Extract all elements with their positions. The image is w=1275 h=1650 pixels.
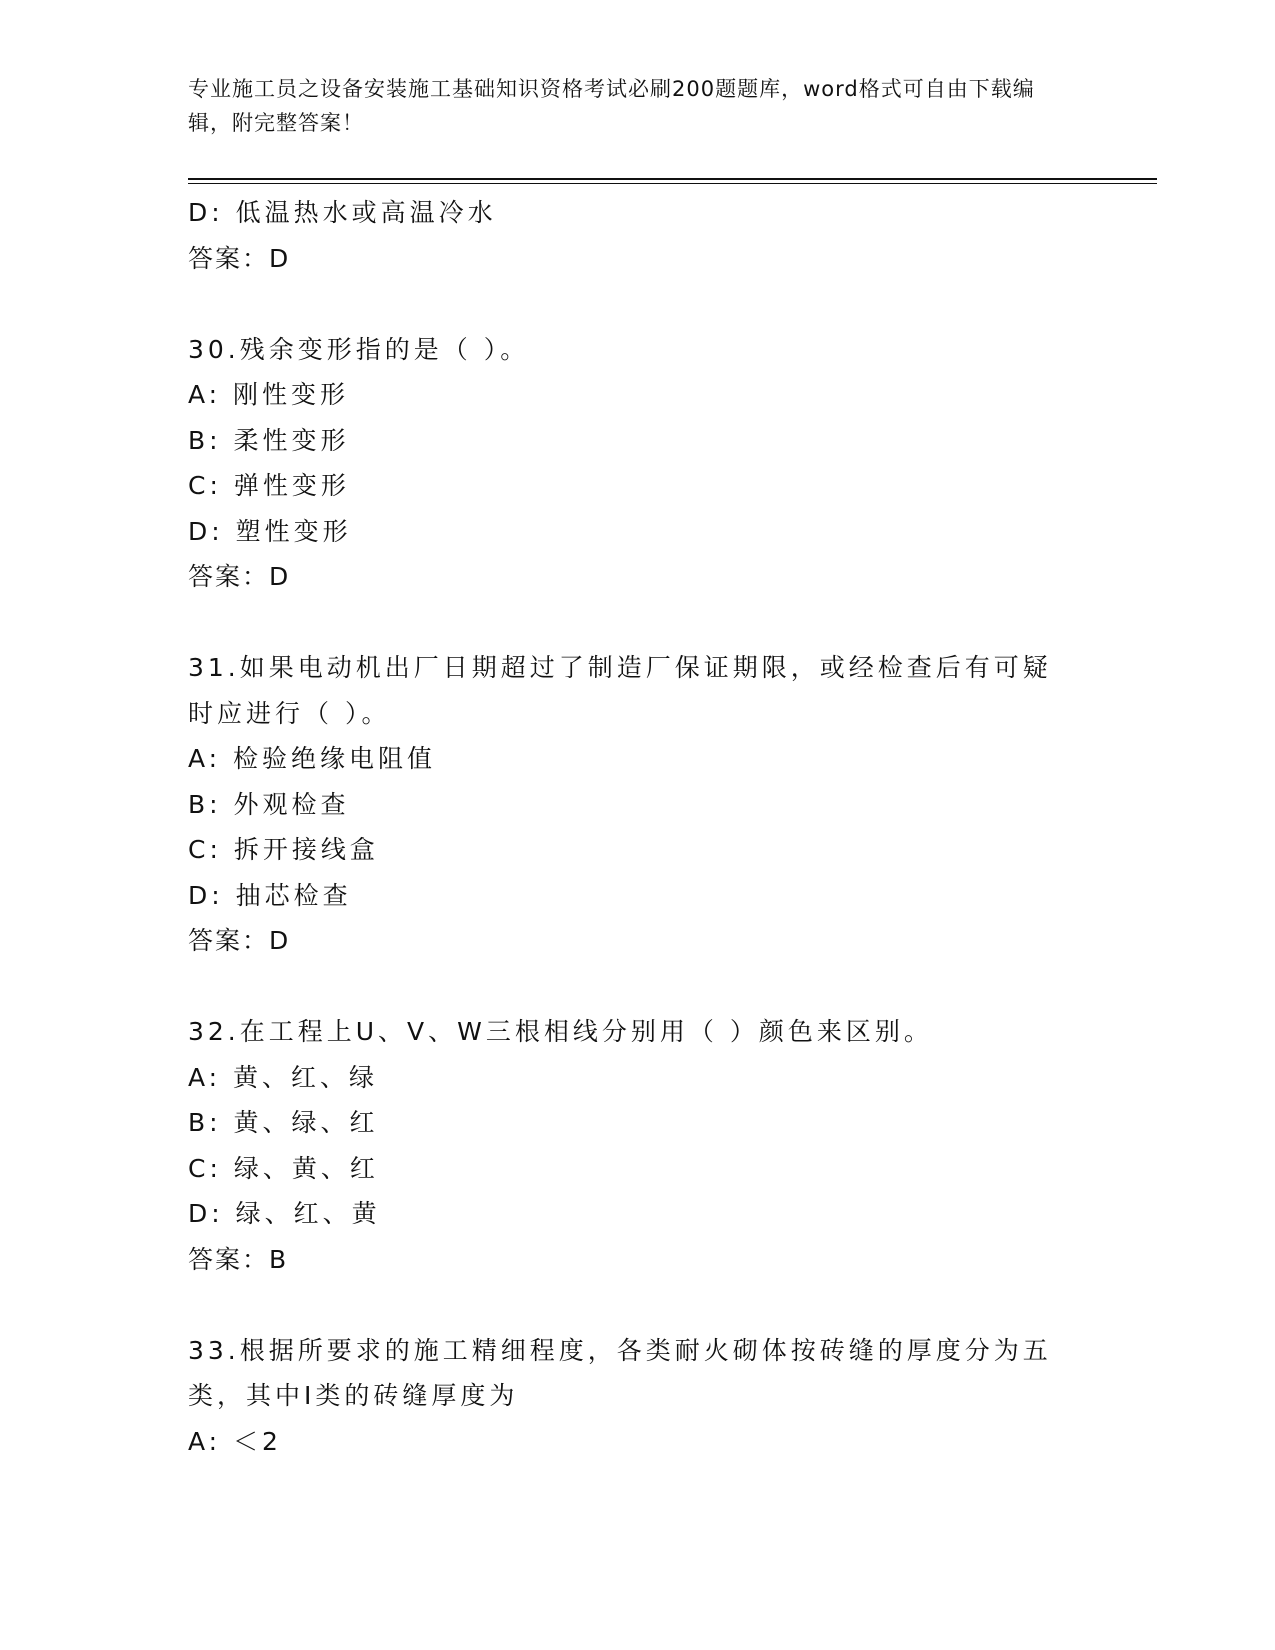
question-list [188, 190, 1088, 1464]
document-header: 专业施工员之设备安装施工基础知识资格考试必刷200题题库，word格式可自由下载编辑，附完整答案！ [188, 77, 1035, 135]
question-stem: 31.如果电动机出厂日期超过了制造厂保证期限，或经检查后有可疑时应进行（ ）。 [188, 653, 1052, 728]
header-divider-thin [188, 183, 1157, 184]
option-a: A: 黄、红、绿 [188, 1062, 379, 1092]
answer: 答案：D [188, 562, 291, 591]
option-d: D: 塑性变形 [188, 516, 352, 546]
option-d: D: 低温热水或高温冷水 [188, 198, 497, 227]
option-b: B: 柔性变形 [188, 425, 350, 455]
answer: 答案：D [188, 243, 291, 273]
option-a: A: 刚性变形 [188, 380, 350, 409]
option-c: C: 绿、黄、红 [188, 1153, 379, 1183]
option-d: D: 绿、红、黄 [188, 1199, 381, 1228]
answer: 答案：D [188, 926, 291, 955]
answer: 答案：B [188, 1244, 289, 1274]
option-d: D: 抽芯检查 [188, 880, 352, 910]
option-c: C: 拆开接线盒 [188, 835, 379, 864]
question-stem: 33.根据所要求的施工精细程度，各类耐火砌体按砖缝的厚度分为五类，其中Ⅰ类的砖缝厚度为 [188, 1335, 1052, 1410]
option-a: A: ＜2 [188, 1426, 282, 1456]
question-stem: 30.残余变形指的是（ ）。 [188, 334, 530, 364]
option-a: A: 检验绝缘电阻值 [188, 744, 437, 773]
option-b: B: 黄、绿、红 [188, 1108, 379, 1137]
header-divider [188, 178, 1157, 180]
question-stem: 32.在工程上U、V、W三根相线分别用（ ）颜色来区别。 [188, 1017, 933, 1046]
option-c: C: 弹性变形 [188, 471, 350, 500]
option-b: B: 外观检查 [188, 789, 350, 819]
